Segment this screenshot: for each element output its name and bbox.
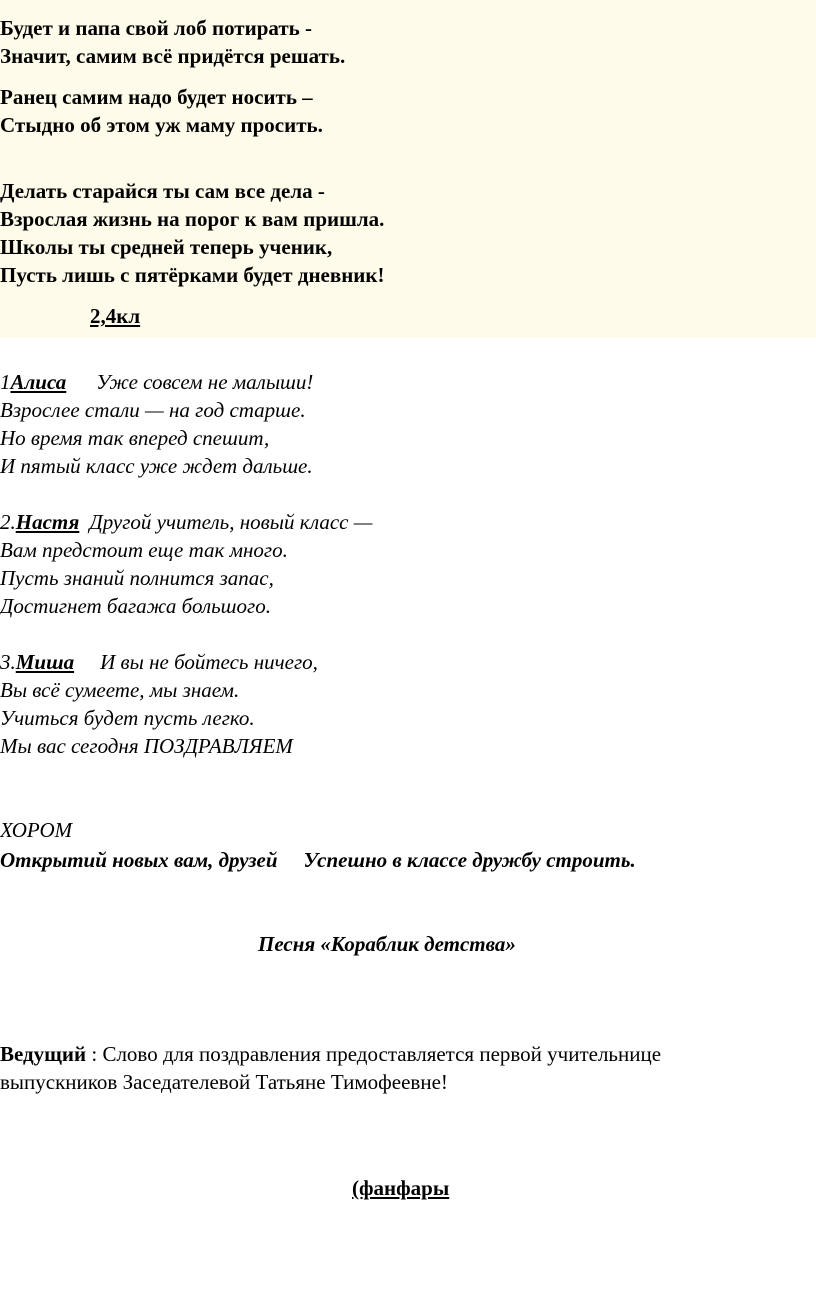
- class-label: 2,4кл: [90, 304, 141, 328]
- verse-line: Значит, самим всё придётся решать.: [0, 44, 346, 68]
- song-title: Песня «Кораблик детства»: [258, 932, 516, 956]
- speaker-number: 1: [0, 370, 11, 394]
- speaker-number: 3.: [0, 650, 16, 674]
- poem-line: И пятый класс уже ждет дальше.: [0, 454, 313, 478]
- poem-line: Уже совсем не малыши!: [96, 370, 314, 394]
- poem-line: Вам предстоит еще так много.: [0, 538, 288, 562]
- poem-line: Вы всё сумеете, мы знаем.: [0, 678, 240, 702]
- verse-line: Пусть лишь с пятёрками будет дневник!: [0, 263, 385, 287]
- poem-line: Но время так вперед спешит,: [0, 426, 270, 450]
- host-label: Ведущий: [0, 1042, 87, 1066]
- host-line-2: выпускников Заседателевой Татьяне Тимофеевне!: [0, 1070, 448, 1094]
- host-text: : Слово для поздравления предоставляется первой учительнице: [86, 1042, 662, 1066]
- chorus-line: [0, 846, 636, 874]
- speaker-name: Алиса: [10, 370, 67, 394]
- verse-line: Стыдно об этом уж маму просить.: [0, 113, 323, 137]
- chorus-part: Открытий новых вам, друзей: [0, 848, 278, 872]
- speaker-name: Миша: [15, 650, 75, 674]
- poem-line: Учиться будет пусть легко.: [0, 706, 255, 730]
- poem-line: Достигнет багажа большого.: [0, 594, 271, 618]
- chorus-part: Успешно в классе дружбу строить.: [303, 848, 636, 872]
- verse-line: Взрослая жизнь на порог к вам пришла.: [0, 207, 385, 231]
- speaker-name: Настя: [15, 510, 80, 534]
- poem-line: Другой учитель, новый класс —: [89, 510, 373, 534]
- verse-line: Школы ты средней теперь ученик,: [0, 235, 333, 259]
- speaker-number: 2.: [0, 510, 16, 534]
- poem-line: Мы вас сегодня ПОЗДРАВЛЯЕМ: [0, 734, 293, 758]
- nastya-first-line: [0, 508, 372, 536]
- host-line-1: [0, 1040, 661, 1068]
- misha-first-line: [0, 648, 318, 676]
- poem-line: Взрослее стали — на год старше.: [0, 398, 306, 422]
- chorus-label: ХОРОМ: [0, 818, 73, 842]
- verse-line: Делать старайся ты сам все дела -: [0, 179, 325, 203]
- verse-line: Будет и папа свой лоб потирать -: [0, 16, 313, 40]
- poem-line: И вы не бойтесь ничего,: [100, 650, 318, 674]
- poem-line: Пусть знаний полнится запас,: [0, 566, 274, 590]
- alisa-first-line: [0, 368, 313, 396]
- verse-line: Ранец самим надо будет носить –: [0, 85, 313, 109]
- fanfare-label: (фанфары: [352, 1176, 450, 1200]
